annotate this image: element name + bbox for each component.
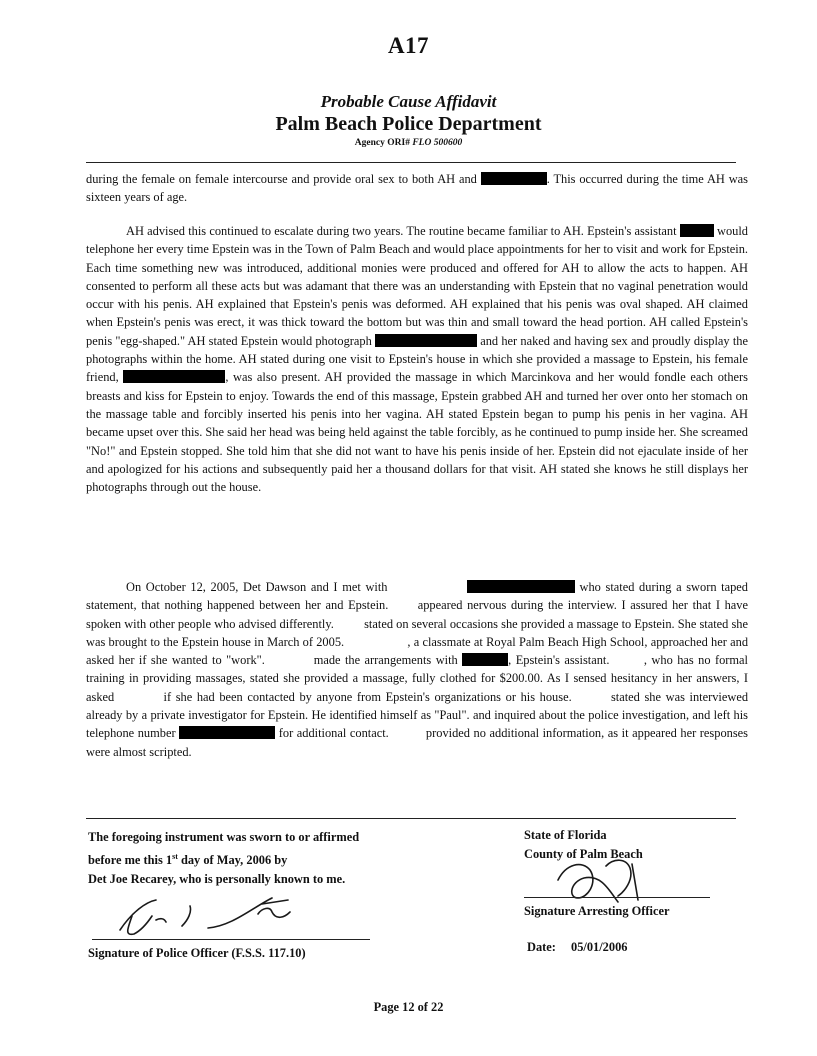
p2-text-a: AH advised this continued to escalate during two years. The routine became familiar to AH. Epstein's assistant	[126, 224, 677, 238]
redaction-box	[123, 370, 225, 383]
officer-signature	[112, 890, 312, 944]
form-title: Probable Cause Affidavit	[320, 92, 497, 111]
redaction-box	[481, 172, 547, 185]
agency-value: FLO 500600	[412, 138, 463, 148]
paragraph-3	[86, 578, 748, 761]
p2-text-c: and her naked and having sex and proudly display the photographs within the home. AH stated during one visit to Epstein's house in which she provided a massage to Epstein, his female friend,	[86, 333, 748, 385]
footer-divider	[86, 818, 736, 819]
agency-label: Agency ORI#	[354, 138, 410, 148]
p3-text-b: who stated during a sworn taped statement, that nothing happened between her and Epstein.	[86, 580, 749, 613]
officer-signature-line	[92, 939, 370, 940]
p3-text-h: , who has no formal training in providing massages, stated she provided a massage, fully clothed for $200.00. As I sensed hesitancy in her answers, I asked	[86, 653, 748, 704]
county-line: County of Palm Beach	[524, 847, 643, 861]
notary-statement	[88, 828, 448, 889]
sworn-line-1: The foregoing instrument was sworn to or affirmed	[88, 830, 360, 844]
header-divider	[86, 162, 736, 163]
page-number: Page 12 of 22	[373, 1000, 444, 1014]
redaction-box	[375, 334, 477, 347]
date-value: 05/01/2006	[571, 940, 628, 954]
p2-text-d: , was also present. AH provided the massage in which Marcinkova and her would fondle each others breasts and kiss for Epstein to enjoy. Towards the end of this massage, Epstein grabbed AH and turned her over onto her stomach on the massage table and forcibly inserted his penis into her vagina. AH stated Epstein began to pump his penis in her vagina. AH became upset over this. She said her head was being held against the table forcibly, as he continued to pump inside her. She screamed "No!" and Epstein stopped. She told him that she did not want to have his penis inside of her. Epstein did not ejaculate inside of her and apologized for his actions and subsequently paid her a thousand dollars for that visit. AH stated she knows he still displays her photographs through out the house.	[86, 370, 748, 495]
redaction-box	[462, 653, 508, 666]
department-name: Palm Beach Police Department	[275, 113, 542, 135]
p3-text-d: stated on several occasions she provided a massage to Epstein. She stated she was brought to the Epstein house in March of 2005.	[86, 616, 748, 649]
document-id: A17	[387, 33, 430, 58]
arresting-officer-signature	[548, 852, 678, 910]
arresting-signature-label: Signature Arresting Officer	[524, 904, 670, 918]
p3-text-l: provided no additional information, as it appeared her responses were almost scripted.	[86, 726, 748, 759]
paragraph-1	[86, 170, 748, 207]
date-row	[527, 940, 627, 955]
p3-text-c: appeared nervous during the interview. I assured her that I have spoken with other people who advised differently.	[86, 598, 748, 631]
officer-signature-label: Signature of Police Officer (F.S.S. 117.10)	[88, 946, 306, 960]
arresting-signature-line	[524, 897, 710, 898]
p3-text-g: , Epstein's assistant.	[508, 653, 610, 668]
agency-line	[0, 138, 817, 148]
p2-text-b: would telephone her every time Epstein was in the Town of Palm Beach and would place appointments for her to visit and work for Epstein. Each time something new was introduced, additional monies were produced and offered for AH to allow the acts to happen. AH consented to perform all these acts but was adamant that there was an understanding with Epstein that no vaginal penetration would occur with his penis. AH explained that Epstein's penis was deformed. AH explained that his penis was oval shaped. AH claimed when Epstein's penis was erect, it was thick toward the bottom but was thin and small toward the head portion. AH called Epstein's penis "egg-shaped." AH stated Epstein would photograph	[86, 224, 748, 348]
state-line: State of Florida	[524, 828, 607, 842]
p3-text-a: On October 12, 2005, Det Dawson and I met with	[126, 580, 388, 594]
p3-text-i: if she had been contacted by anyone from Epstein's organizations or his house.	[163, 689, 572, 704]
redaction-box	[467, 580, 575, 593]
p3-text-e: , a classmate at Royal Palm Beach High School, approached her and asked her if she wanted to "work".	[86, 634, 749, 668]
p3-text-j: stated she was interviewed already by a private investigator for Epstein. He identified himself as "Paul". and inquired about the police investigation, and left his telephone number	[86, 689, 749, 741]
paragraph-2	[86, 222, 748, 496]
p1-text-b: . This occurred during the time AH was sixteen years of age.	[86, 172, 748, 205]
sworn-line-2: before me this 1st day of May, 2006 by	[88, 852, 288, 868]
p3-text-k: for additional contact.	[278, 726, 389, 741]
p3-text-f: made the arrangements with	[313, 653, 458, 668]
redaction-box	[179, 726, 275, 739]
p1-text-a: during the female on female intercourse and provide oral sex to both AH and	[86, 172, 477, 186]
date-label: Date:	[527, 940, 556, 954]
sworn-line-3: Det Joe Recarey, who is personally known to me.	[88, 872, 346, 887]
redaction-box	[680, 224, 714, 237]
